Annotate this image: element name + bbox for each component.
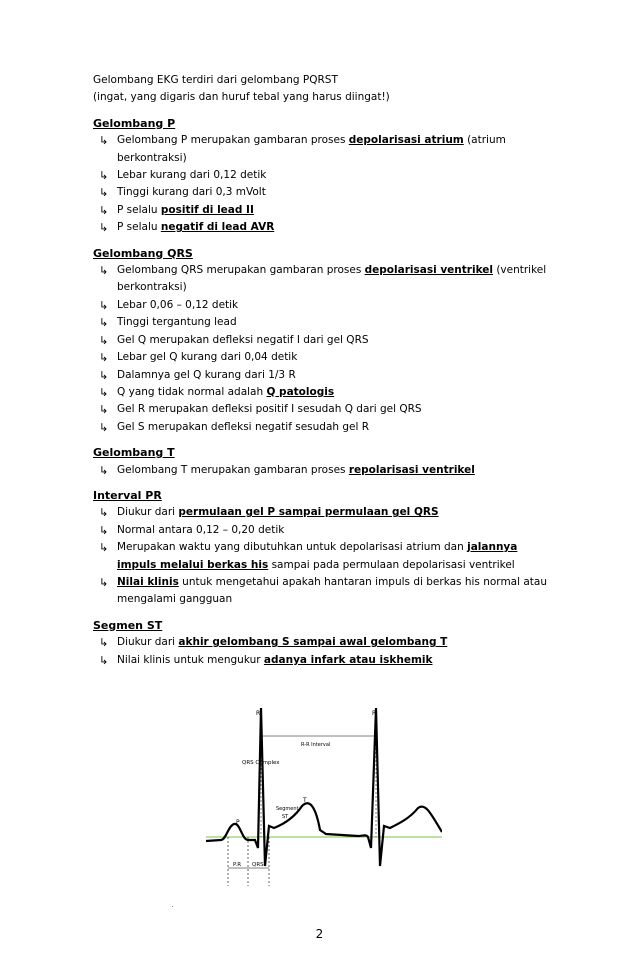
item-text: Tinggi kurang dari 0,3 mVolt	[117, 186, 266, 199]
bullet-item	[95, 367, 553, 384]
label-r1: R	[256, 710, 261, 717]
arrow-bullet-icon: ↳	[99, 333, 109, 347]
item-text: Tinggi tergantung lead	[117, 316, 237, 329]
highlighted-text: akhir gelombang S sampai awal gelombang T	[178, 636, 448, 649]
bullet-item	[95, 202, 553, 219]
arrow-bullet-icon: ↳	[99, 221, 109, 235]
bullet-item	[95, 574, 553, 609]
item-text: (atrium berkontraksi)	[117, 134, 506, 164]
intro-line-1: Gelombang EKG terdiri dari gelombang PQRST	[93, 74, 338, 86]
item-text: Diukur dari	[117, 506, 179, 519]
item-text: Gel S merupakan defleksi negatif sesudah gel R	[117, 420, 370, 433]
ecg-trace	[206, 708, 442, 866]
item-text: Lebar gel Q kurang dari 0,04 detik	[117, 351, 298, 364]
bullet-item	[95, 219, 553, 236]
item-text: untuk mengetahui apakah hantaran impuls di berkas his normal atau mengalami gangguan	[117, 575, 547, 606]
item-text: Merupakan waktu yang dibutuhkan untuk depolarisasi atrium dan	[117, 541, 468, 554]
bullet-item	[95, 401, 553, 418]
arrow-bullet-icon: ↳	[99, 316, 109, 330]
highlighted-text: adanya infark atau iskhemik	[263, 653, 433, 666]
page-number: 2	[315, 927, 324, 941]
section-heading: Gelombang T	[93, 446, 175, 460]
arrow-bullet-icon: ↳	[99, 523, 109, 537]
bullet-item	[95, 504, 553, 521]
bullet-item	[95, 314, 553, 331]
highlighted-text: positif di lead II	[160, 203, 254, 216]
label-qrs-complex: QRS Complex	[242, 760, 280, 766]
arrow-bullet-icon: ↳	[99, 351, 109, 365]
label-rr-interval: R-R Interval	[301, 742, 331, 748]
arrow-bullet-icon: ↳	[99, 264, 109, 278]
bullet-item	[95, 539, 553, 574]
bullet-item	[95, 419, 553, 436]
bullet-item	[95, 297, 553, 314]
arrow-bullet-icon: ↳	[99, 298, 109, 312]
arrow-bullet-icon: ↳	[99, 186, 109, 200]
section-heading: Segmen ST	[93, 618, 163, 632]
item-text: Gel Q merupakan defleksi negatif I dari gel QRS	[117, 333, 369, 346]
section	[93, 115, 553, 237]
intro	[93, 72, 553, 107]
highlighted-text: permulaan gel P sampai permulaan gel QRS	[178, 506, 439, 519]
highlighted-text: repolarisasi ventrikel	[348, 463, 475, 476]
label-pr: P.R	[233, 862, 242, 868]
section-heading: Interval PR	[93, 488, 162, 502]
item-text: Gelombang T merupakan gambaran proses	[117, 463, 349, 476]
speck	[172, 906, 173, 907]
highlighted-text: depolarisasi atrium	[348, 134, 464, 147]
arrow-bullet-icon: ↳	[99, 169, 109, 183]
arrow-bullet-icon: ↳	[99, 463, 109, 477]
bullet-item	[95, 522, 553, 539]
item-text: Lebar 0,06 – 0,12 detik	[117, 298, 239, 311]
item-text: (ventrikel berkontraksi)	[117, 264, 547, 294]
bullet-item	[95, 132, 553, 167]
section	[93, 617, 553, 669]
bullet-item	[95, 184, 553, 201]
ecg-diagram	[206, 706, 442, 891]
label-t: T	[303, 797, 307, 804]
highlighted-text: depolarisasi ventrikel	[364, 264, 493, 277]
label-segment: Segment	[276, 806, 299, 812]
bullet-item	[95, 634, 553, 651]
highlighted-text: Q patologis	[266, 385, 335, 398]
label-p: P	[236, 819, 240, 826]
document-body	[93, 72, 553, 669]
bullet-item	[95, 332, 553, 349]
arrow-bullet-icon: ↳	[99, 203, 109, 217]
highlighted-text: negatif di lead AVR	[160, 221, 275, 234]
arrow-bullet-icon: ↳	[99, 506, 109, 520]
item-text: Q yang tidak normal adalah	[117, 385, 267, 398]
item-text: P selalu	[117, 203, 161, 216]
section-heading: Gelombang QRS	[93, 246, 193, 260]
bullet-item	[95, 262, 553, 297]
arrow-bullet-icon: ↳	[99, 134, 109, 148]
arrow-bullet-icon: ↳	[99, 403, 109, 417]
label-qrs: QRS	[252, 862, 264, 868]
bullet-item	[95, 384, 553, 401]
label-r2: R	[372, 710, 377, 717]
section	[93, 245, 553, 436]
arrow-bullet-icon: ↳	[99, 420, 109, 434]
item-text: Gelombang P merupakan gambaran proses	[117, 134, 349, 147]
arrow-bullet-icon: ↳	[99, 385, 109, 399]
bullet-item	[95, 462, 553, 479]
arrow-bullet-icon: ↳	[99, 575, 109, 589]
item-text: Gel R merupakan defleksi positif I sesudah Q dari gel QRS	[117, 403, 422, 416]
arrow-bullet-icon: ↳	[99, 541, 109, 555]
section	[93, 444, 553, 479]
intro-line-2: (ingat, yang digaris dan huruf tebal yang harus diingat!)	[93, 91, 390, 104]
arrow-bullet-icon: ↳	[99, 368, 109, 382]
arrow-bullet-icon: ↳	[99, 653, 109, 667]
item-text: Diukur dari	[117, 636, 179, 649]
sections	[93, 115, 553, 669]
label-st: ST	[282, 814, 289, 820]
item-text: Gelombang QRS merupakan gambaran proses	[117, 264, 365, 277]
section	[93, 487, 553, 609]
highlighted-text: jalannya impuls melalui berkas his	[117, 541, 518, 571]
bullet-item	[95, 652, 553, 669]
section-heading: Gelombang P	[93, 116, 176, 130]
item-text: Nilai klinis untuk mengukur	[117, 653, 264, 666]
item-text: Dalamnya gel Q kurang dari 1/3 R	[117, 368, 296, 381]
bullet-item	[95, 349, 553, 366]
bullet-item	[95, 167, 553, 184]
item-text: sampai pada permulaan depolarisasi ventrikel	[268, 558, 515, 571]
item-text: Lebar kurang dari 0,12 detik	[117, 169, 267, 182]
item-text: P selalu	[117, 221, 161, 234]
highlighted-text: Nilai klinis	[117, 575, 179, 588]
arrow-bullet-icon: ↳	[99, 636, 109, 650]
item-text: Normal antara 0,12 – 0,20 detik	[117, 523, 285, 536]
